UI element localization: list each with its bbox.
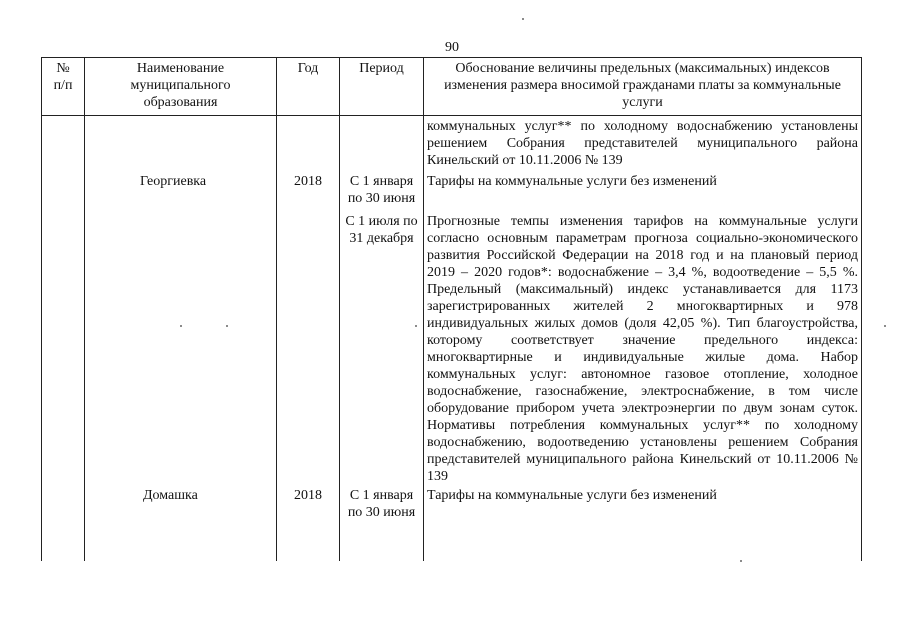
table-row (42, 485, 862, 561)
justification-cell (424, 173, 862, 485)
year-cell: 2018 (277, 485, 340, 561)
municipality-name: Георгиевка (85, 173, 277, 485)
municipality-name: Домашка (85, 485, 277, 561)
page-number: 90 (445, 40, 459, 55)
justification-second-half: Прогнозные темпы изменения тарифов на коммунальные услуги согласно основным параметрам прогноза социально-экономического развития Российской Федерации на 2018 год и на плановый период 2019 – 2020 годов*: водоснабжение – 3,4 %, водоотведение – 5,5 %. Предельный (максимальный) индекс устанавливается для 1173 зарегистрированных жителей 2 многоквартирных и 978 индивидуальных жилых домов (доля 42,05 %). Тип благоустройства, которому соответствует значение предельного индекса: многоквартирные и индивидуальные жилые дома. Набор коммунальных услуг: автономное газовое отопление, холодное водоснабжение, газоснабжение, электроснабжение, в том числе оборудование прибором учета электроэнергии по двум зонам суток. Нормативы потребления коммунальных услуг** по холодному водоснабжению, водоотведению установлены решением Собрания представителей муниципального района Кинельский от 10.11.2006 № 139 (427, 214, 858, 484)
scan-speck (522, 18, 524, 20)
period-first-half: С 1 января по 30 июня (340, 485, 424, 561)
table-row (42, 116, 862, 174)
period-first-half: С 1 января по 30 июня (347, 174, 416, 206)
scan-speck (226, 325, 228, 327)
scan-speck (415, 325, 417, 327)
justification-first-half: Тарифы на коммунальные услуги без изменений (427, 174, 717, 189)
year-cell: 2018 (277, 173, 340, 485)
scan-speck (884, 325, 886, 327)
header-municipality: Наименование муниципального образования (85, 58, 277, 116)
period-second-half: С 1 июля по 31 декабря (345, 214, 418, 246)
scan-speck (740, 560, 742, 562)
justification-first-half: Тарифы на коммунальные услуги без изменений (424, 485, 862, 561)
header-period: Период (340, 58, 424, 116)
scan-speck (180, 325, 182, 327)
table-header-row (42, 58, 862, 116)
header-justification: Обоснование величины предельных (максимальных) индексов изменения размера вносимой гражданами платы за коммунальные услуги (424, 58, 862, 116)
continuation-text: коммунальных услуг** по холодному водоснабжению установлены решением Собрания представителей муниципального района Кинельский от 10.11.2006 № 139 (424, 116, 862, 174)
table-row (42, 173, 862, 485)
tariff-table (41, 57, 862, 561)
header-year: Год (277, 58, 340, 116)
period-cell (340, 173, 424, 485)
header-num: № п/п (42, 58, 85, 116)
